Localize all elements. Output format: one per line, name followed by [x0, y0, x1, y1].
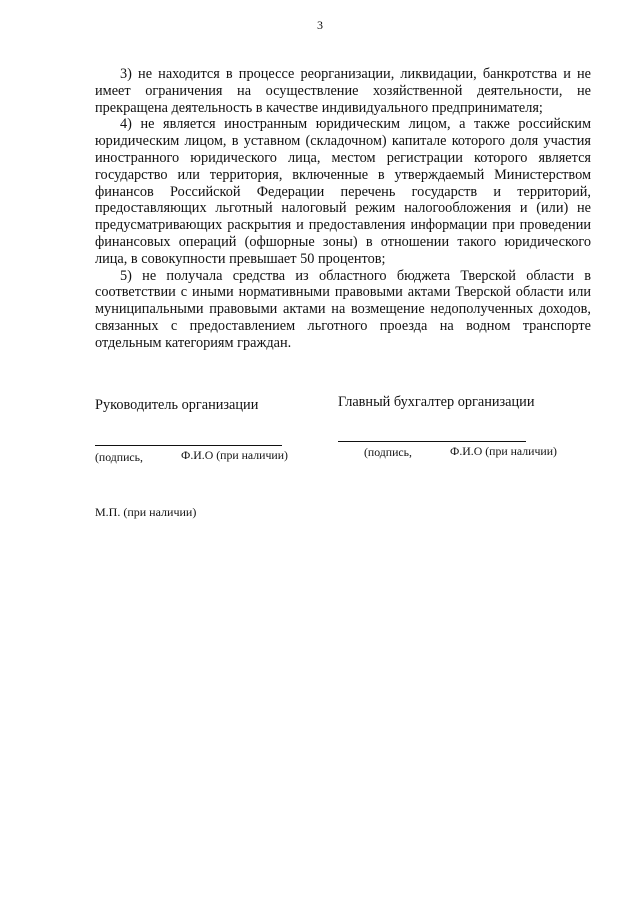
stamp-note: М.П. (при наличии)	[95, 505, 197, 519]
accountant-caption-sign: (подпись,	[364, 445, 412, 459]
paragraph-5: 5) не получала средства из областного бюджета Тверской области в соответствии с иными нормативными правовыми актами Тверской области или муниципальными правовыми актами на возмещение недополученных доходов, связанных с предоставлением льготного проезда на водном транспорте отдельным категориям граждан.	[95, 267, 591, 351]
accountant-signature-line	[338, 441, 526, 442]
head-caption-name: Ф.И.О (при наличии)	[181, 448, 288, 462]
head-signature-line	[95, 445, 282, 446]
head-caption-sign: (подпись,	[95, 450, 143, 464]
paragraph-3: 3) не находится в процессе реорганизации, ликвидации, банкротства и не имеет ограничения на осуществление хозяйственной деятельности, не прекращена деятельность в качестве индивидуального предпринимателя;	[95, 66, 591, 116]
body-text	[95, 66, 591, 352]
accountant-signature-title: Главный бухгалтер организации	[338, 394, 535, 410]
page-number: 3	[317, 18, 323, 32]
paragraph-4: 4) не является иностранным юридическим лицом, а также российским юридическим лицом, в уставном (складочном) капитале которого доля участия иностранного юридического лица, местом регистрации которого является государство или территория, включенные в утверждаемый Министерством финансов Российской Федерации перечень государств и территорий, предоставляющих льготный налоговый режим налогообложения и (или) не предусматривающих раскрытия и предоставления информации при проведении финансовых операций (офшорные зоны) в отношении такого юридического лица, в совокупности превышает 50 процентов;	[95, 116, 591, 267]
accountant-caption-name: Ф.И.О (при наличии)	[450, 444, 557, 458]
head-signature-title: Руководитель организации	[95, 397, 259, 413]
